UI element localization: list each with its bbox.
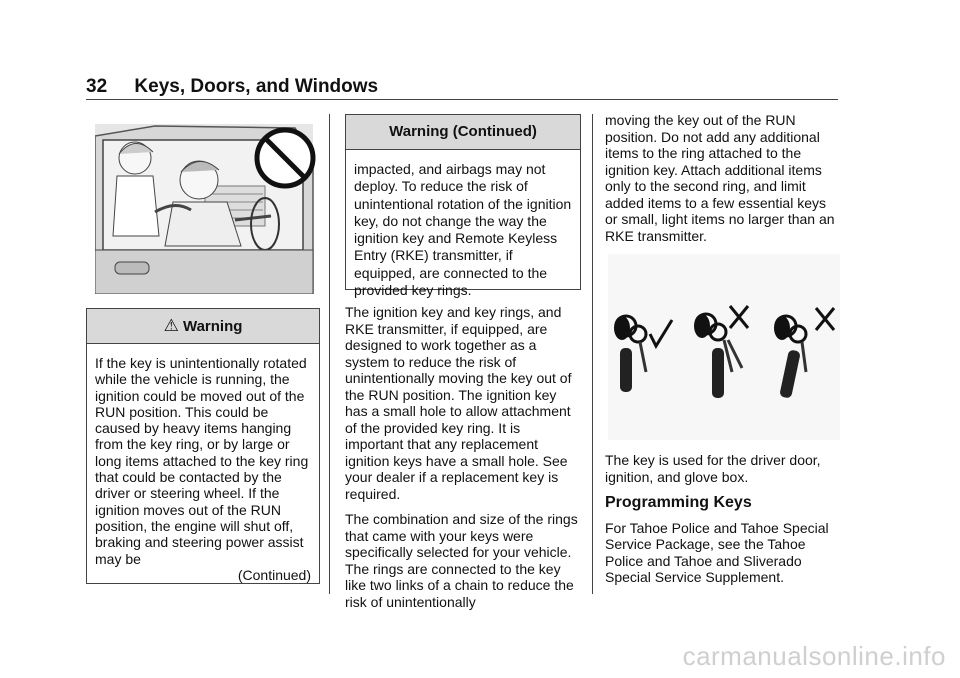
warning-triangle-icon: ⚠: [163, 316, 179, 335]
warning-box: [86, 308, 320, 584]
paragraph: For Tahoe Police and Tahoe Special Service Package, see the Tahoe Police and Tahoe and Sliverado Special Service Supplement.: [605, 519, 829, 585]
key-ring-configurations-illustration: [608, 254, 840, 440]
paragraph: The key is used for the driver door, ignition, and glove box.: [605, 452, 821, 485]
column-2-text: [345, 304, 579, 619]
column-divider: [329, 114, 330, 594]
section-heading: Programming Keys: [605, 494, 752, 511]
children-playing-in-vehicle-illustration: [95, 116, 319, 294]
warning-body: If the key is unintentionally rotated while the vehicle is running, the ignition could be moved out of the RUN position. This could be caused by heavy items hanging from the key ring, or by large or long items attached to the key ring that could be contacted by the driver or steering wheel. If the ignition moves out of the RUN position, the engine will shut off, braking and steering power assist may be: [95, 355, 309, 567]
continued-label: (Continued): [237, 566, 311, 583]
warning-continued-header: Warning (Continued): [346, 115, 580, 150]
warning-header: [87, 309, 319, 344]
page-header: [86, 76, 378, 98]
warning-continued-box: [345, 114, 581, 299]
paragraph: moving the key out of the RUN position. Do not add any additional items to the ring attached to the ignition key. Attach additional items only to the second ring, and limit added items to a few essential keys or small, light items no larger than an RKE transmitter.: [605, 112, 835, 244]
column-divider: [592, 114, 593, 594]
page-number: 32: [86, 76, 108, 97]
watermark: carmanualsonline.info: [682, 641, 946, 671]
section-title: Keys, Doors, and Windows: [134, 76, 379, 97]
header-rule: [86, 99, 838, 100]
warning-title: Warning: [182, 318, 243, 335]
column-3-text-bottom: [605, 452, 839, 595]
column-3-text-top: [605, 112, 839, 253]
paragraph: The combination and size of the rings that came with your keys were specifically selected for your vehicle. The rings are connected to the key like two links of a chain to reduce the risk of unintentionally: [345, 511, 578, 610]
paragraph: The ignition key and key rings, and RKE transmitter, if equipped, are designed to work together as a system to reduce the risk of unintentionally moving the key out of the RUN position. The ignition key has a small hole to allow attachment of the provided key ring. It is important that any replacement ignition keys have a small hole. See your dealer if a replacement key is required.: [345, 304, 572, 502]
warning-continued-body: impacted, and airbags may not deploy. To reduce the risk of unintentional rotation of the ignition key, do not change the way the ignition key and Remote Keyless Entry (RKE) transmitter, if equipped, are connected to the provided key rings.: [354, 161, 572, 299]
